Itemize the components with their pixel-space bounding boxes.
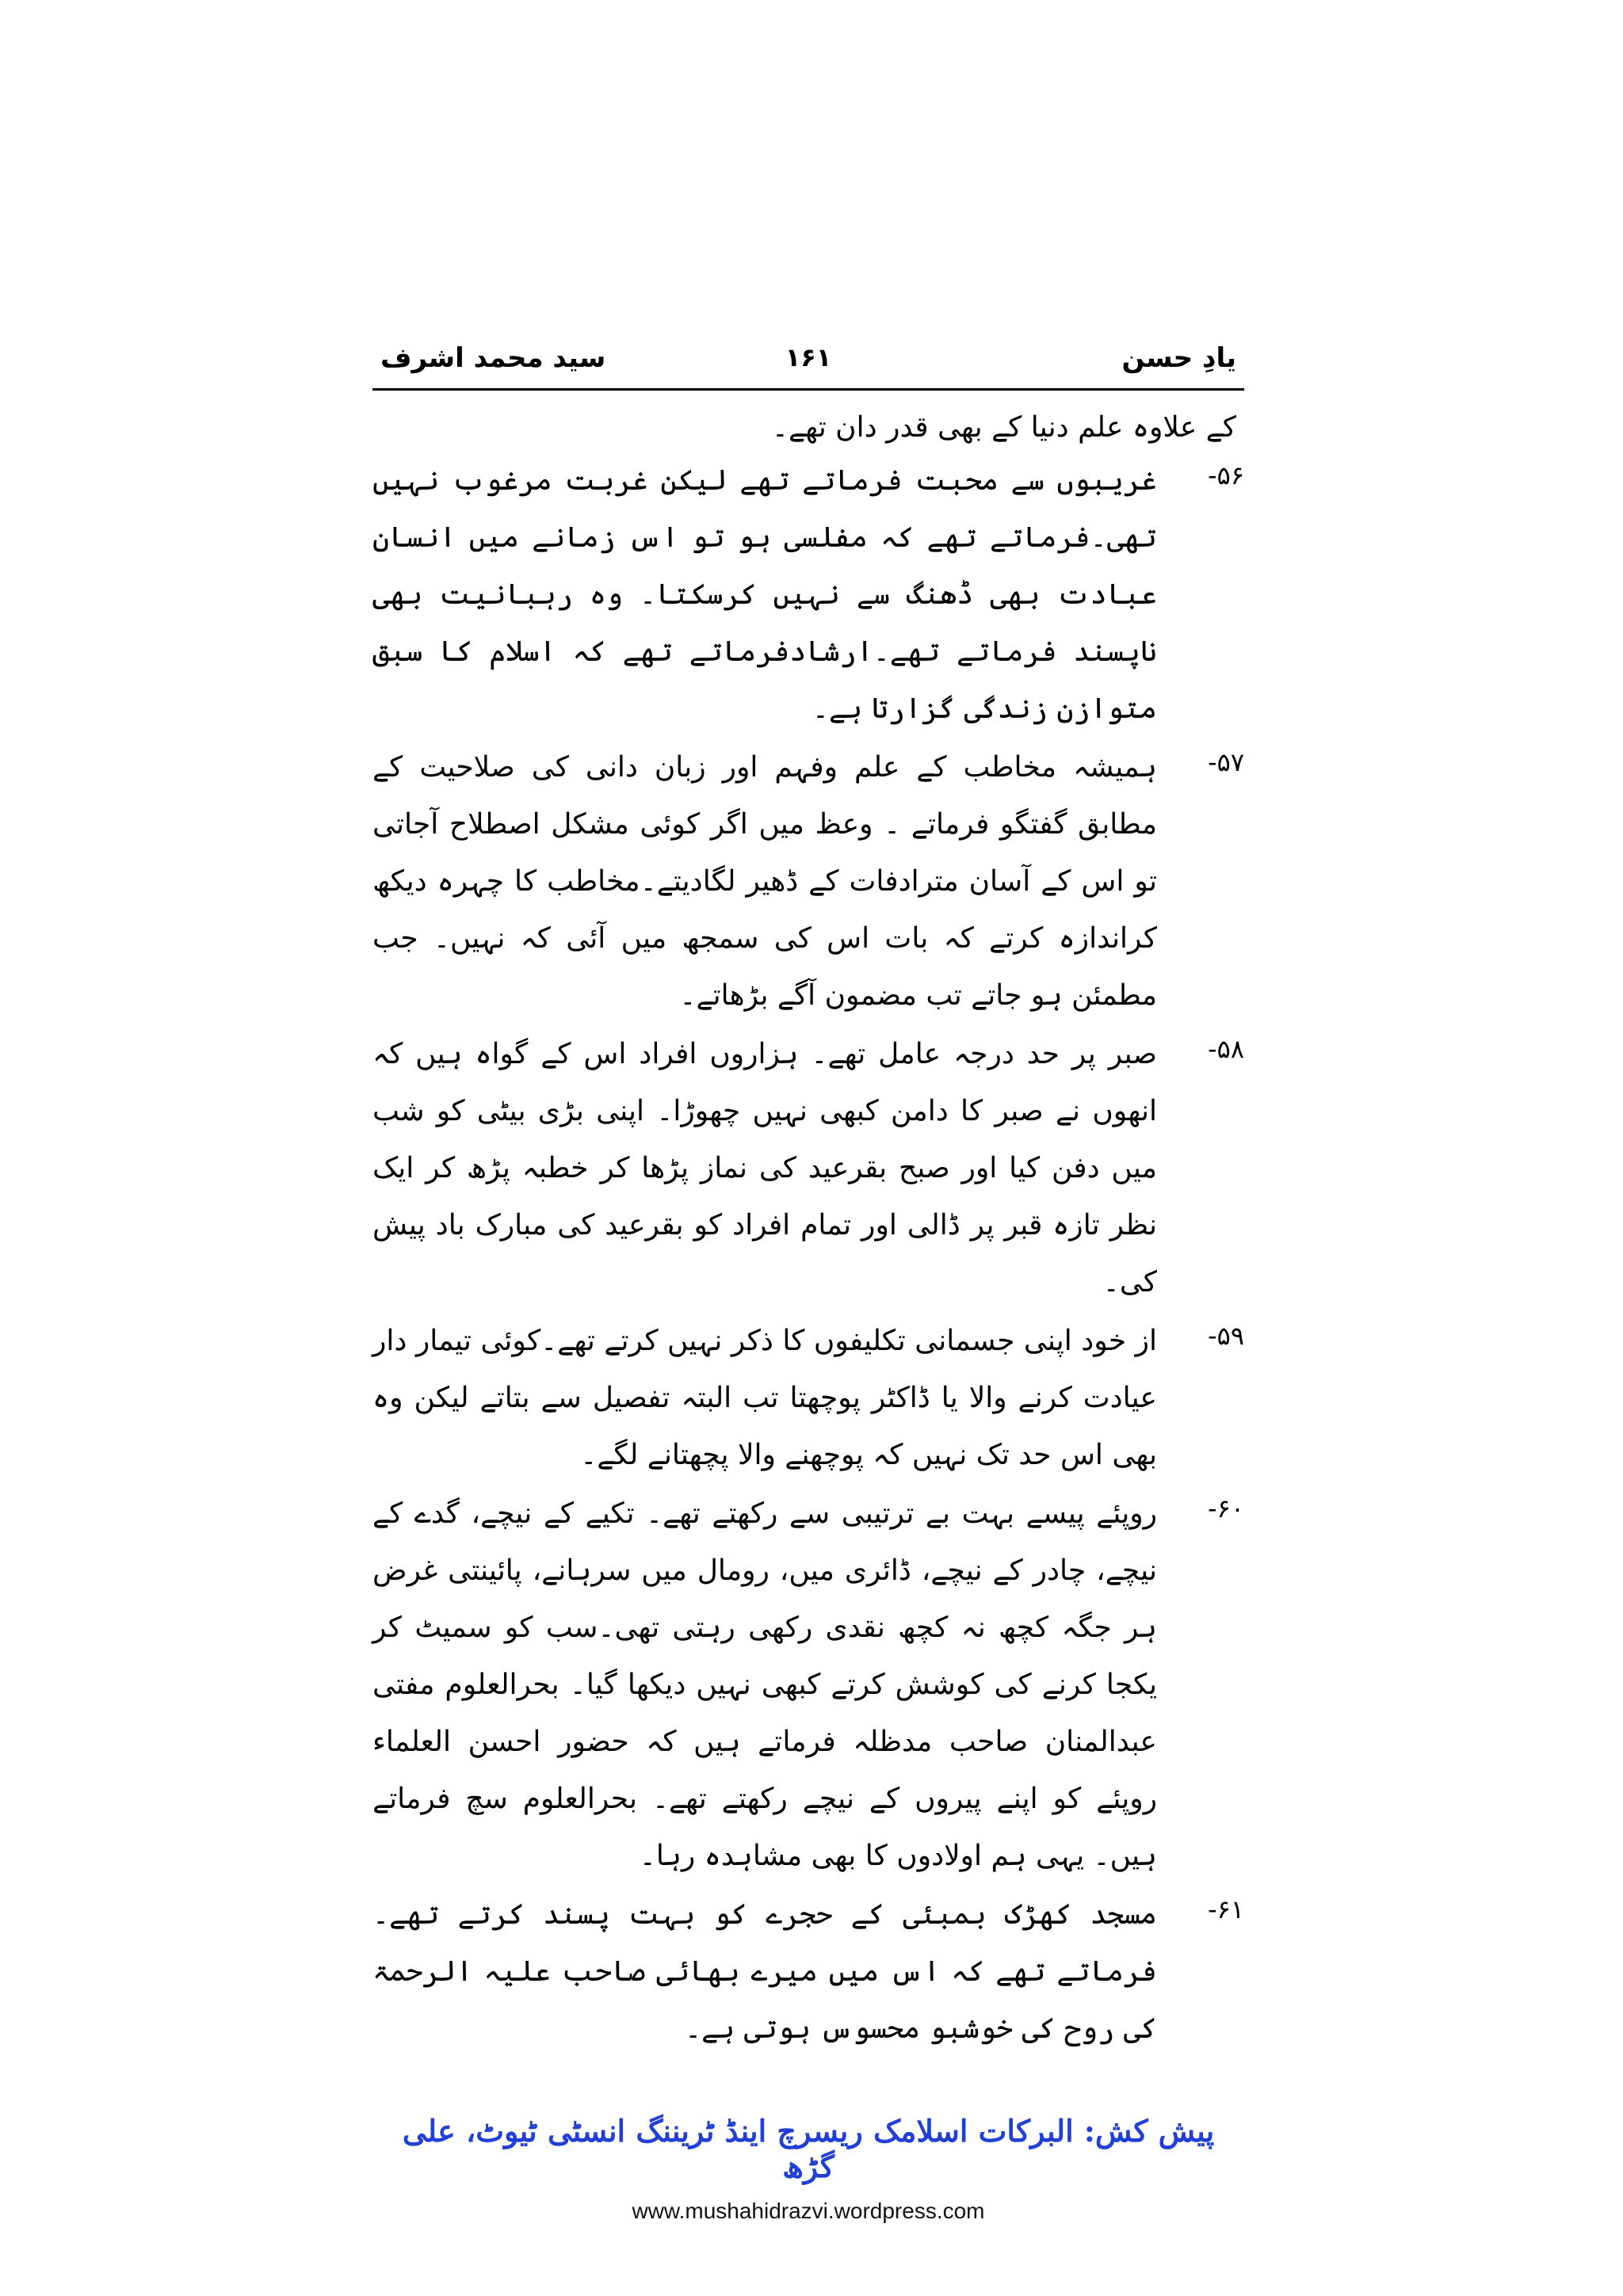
item-text: ہمیشہ مخاطب کے علم وفہم اور زبان دانی کی صلاحیت کے مطابق گفتگو فرماتے ۔ وعظ میں اگر کوئی مشکل اصطلاح آجاتی تو اس کے آسان مترادفات کے ڈھیر لگادیتے۔مخاطب کا چہرہ دیکھ کراندازہ کرتے کہ بات اس کی سمجھ میں آئی کہ نہیں۔ جب مطمئن ہو جاتے تب مضمون آگے بڑھاتے۔ [372, 751, 1157, 1012]
item-number: ۶۱- [1208, 1894, 1244, 1924]
item-number: ۵۹- [1208, 1321, 1244, 1351]
item-text: مسجد کھڑک بمبئی کے حجرے کو بہت پسند کرتے تھے۔ فرماتے تھے کہ اس میں میرے بھائی صاحب علیہ الرحمۃ کی روح کی خوشبو محسوس ہوتی ہے۔ [372, 1898, 1157, 2045]
item-number: ۶۰- [1208, 1493, 1244, 1524]
list-item [372, 1026, 1244, 1311]
list-item [372, 739, 1244, 1024]
item-text: غریبوں سے محبت فرماتے تھے لیکن غربت مرغوب نہیں تھی۔فرماتے تھے کہ مفلسی ہو تو اس زمانے میں انسان عبادت بھی ڈھنگ سے نہیں کرسکتا۔ وہ رہبانیت بھی ناپسند فرماتے تھے۔ارشادفرماتے تھے کہ اسلام کا سبق متوازن زندگی گزارتا ہے۔ [372, 464, 1157, 725]
item-text: روپئے پیسے بہت بے ترتیبی سے رکھتے تھے۔ تکیے کے نیچے، گدے کے نیچے، چادر کے نیچے، ڈائری میں، رومال میں سرہانے، پائینتی غرض ہر جگہ کچھ نہ کچھ نقدی رکھی رہتی تھی۔سب کو سمیٹ کر یکجا کرنے کی کوشش کرتے کبھی نہیں دیکھا گیا۔ بحرالعلوم مفتی عبدالمنان صاحب مدظلہ فرماتے ہیں کہ حضور احسن العلماء روپئے کو اپنے پیروں کے نیچے رکھتے تھے۔ بحرالعلوم سچ فرماتے ہیں۔ یہی ہم اولادوں کا بھی مشاہدہ رہا۔ [372, 1497, 1157, 1872]
page-header [372, 341, 1244, 391]
item-number: ۵۷- [1208, 747, 1244, 777]
publisher-credit: پیش کش: البرکات اسلامک ریسرچ اینڈ ٹریننگ انسٹی ٹیوٹ، علی گڑھ [402, 2113, 1215, 2184]
item-number: ۵۸- [1208, 1034, 1244, 1064]
list-item [372, 452, 1244, 738]
list-item [372, 1313, 1244, 1484]
item-text: صبر پر حد درجہ عامل تھے۔ ہزاروں افراد اس کے گواہ ہیں کہ انھوں نے صبر کا دامن کبھی نہیں چھوڑا۔ اپنی بڑی بیٹی کو شب میں دفن کیا اور صبح بقرعید کی نماز پڑھا کر خطبہ پڑھ کر ایک نظر تازہ قبر پر ڈالی اور تمام افراد کو بقرعید کی مبارک باد پیش کی۔ [372, 1038, 1157, 1299]
item-number: ۵۶- [1208, 460, 1244, 490]
list-item [372, 1486, 1244, 1885]
page-content [372, 341, 1244, 2224]
item-text: از خود اپنی جسمانی تکلیفوں کا ذکر نہیں کرتے تھے۔کوئی تیمار دار عیادت کرنے والا یا ڈاکٹر پوچھتا تب البتہ تفصیل سے بتاتے لیکن وہ بھی اس حد تک نہیں کہ پوچھنے والا پچھتانے لگے۔ [372, 1325, 1157, 1471]
author-name: سید محمد اشرف [380, 342, 606, 374]
book-title: یادِ حسن [1121, 342, 1236, 374]
website-url[interactable]: www.mushahidrazvi.wordpress.com [632, 2199, 985, 2223]
intro-line: کے علاوہ علم دنیا کے بھی قدر دان تھے۔ [771, 411, 1236, 444]
list-item [372, 1886, 1244, 2058]
page-number: ۱۶۱ [785, 342, 832, 372]
